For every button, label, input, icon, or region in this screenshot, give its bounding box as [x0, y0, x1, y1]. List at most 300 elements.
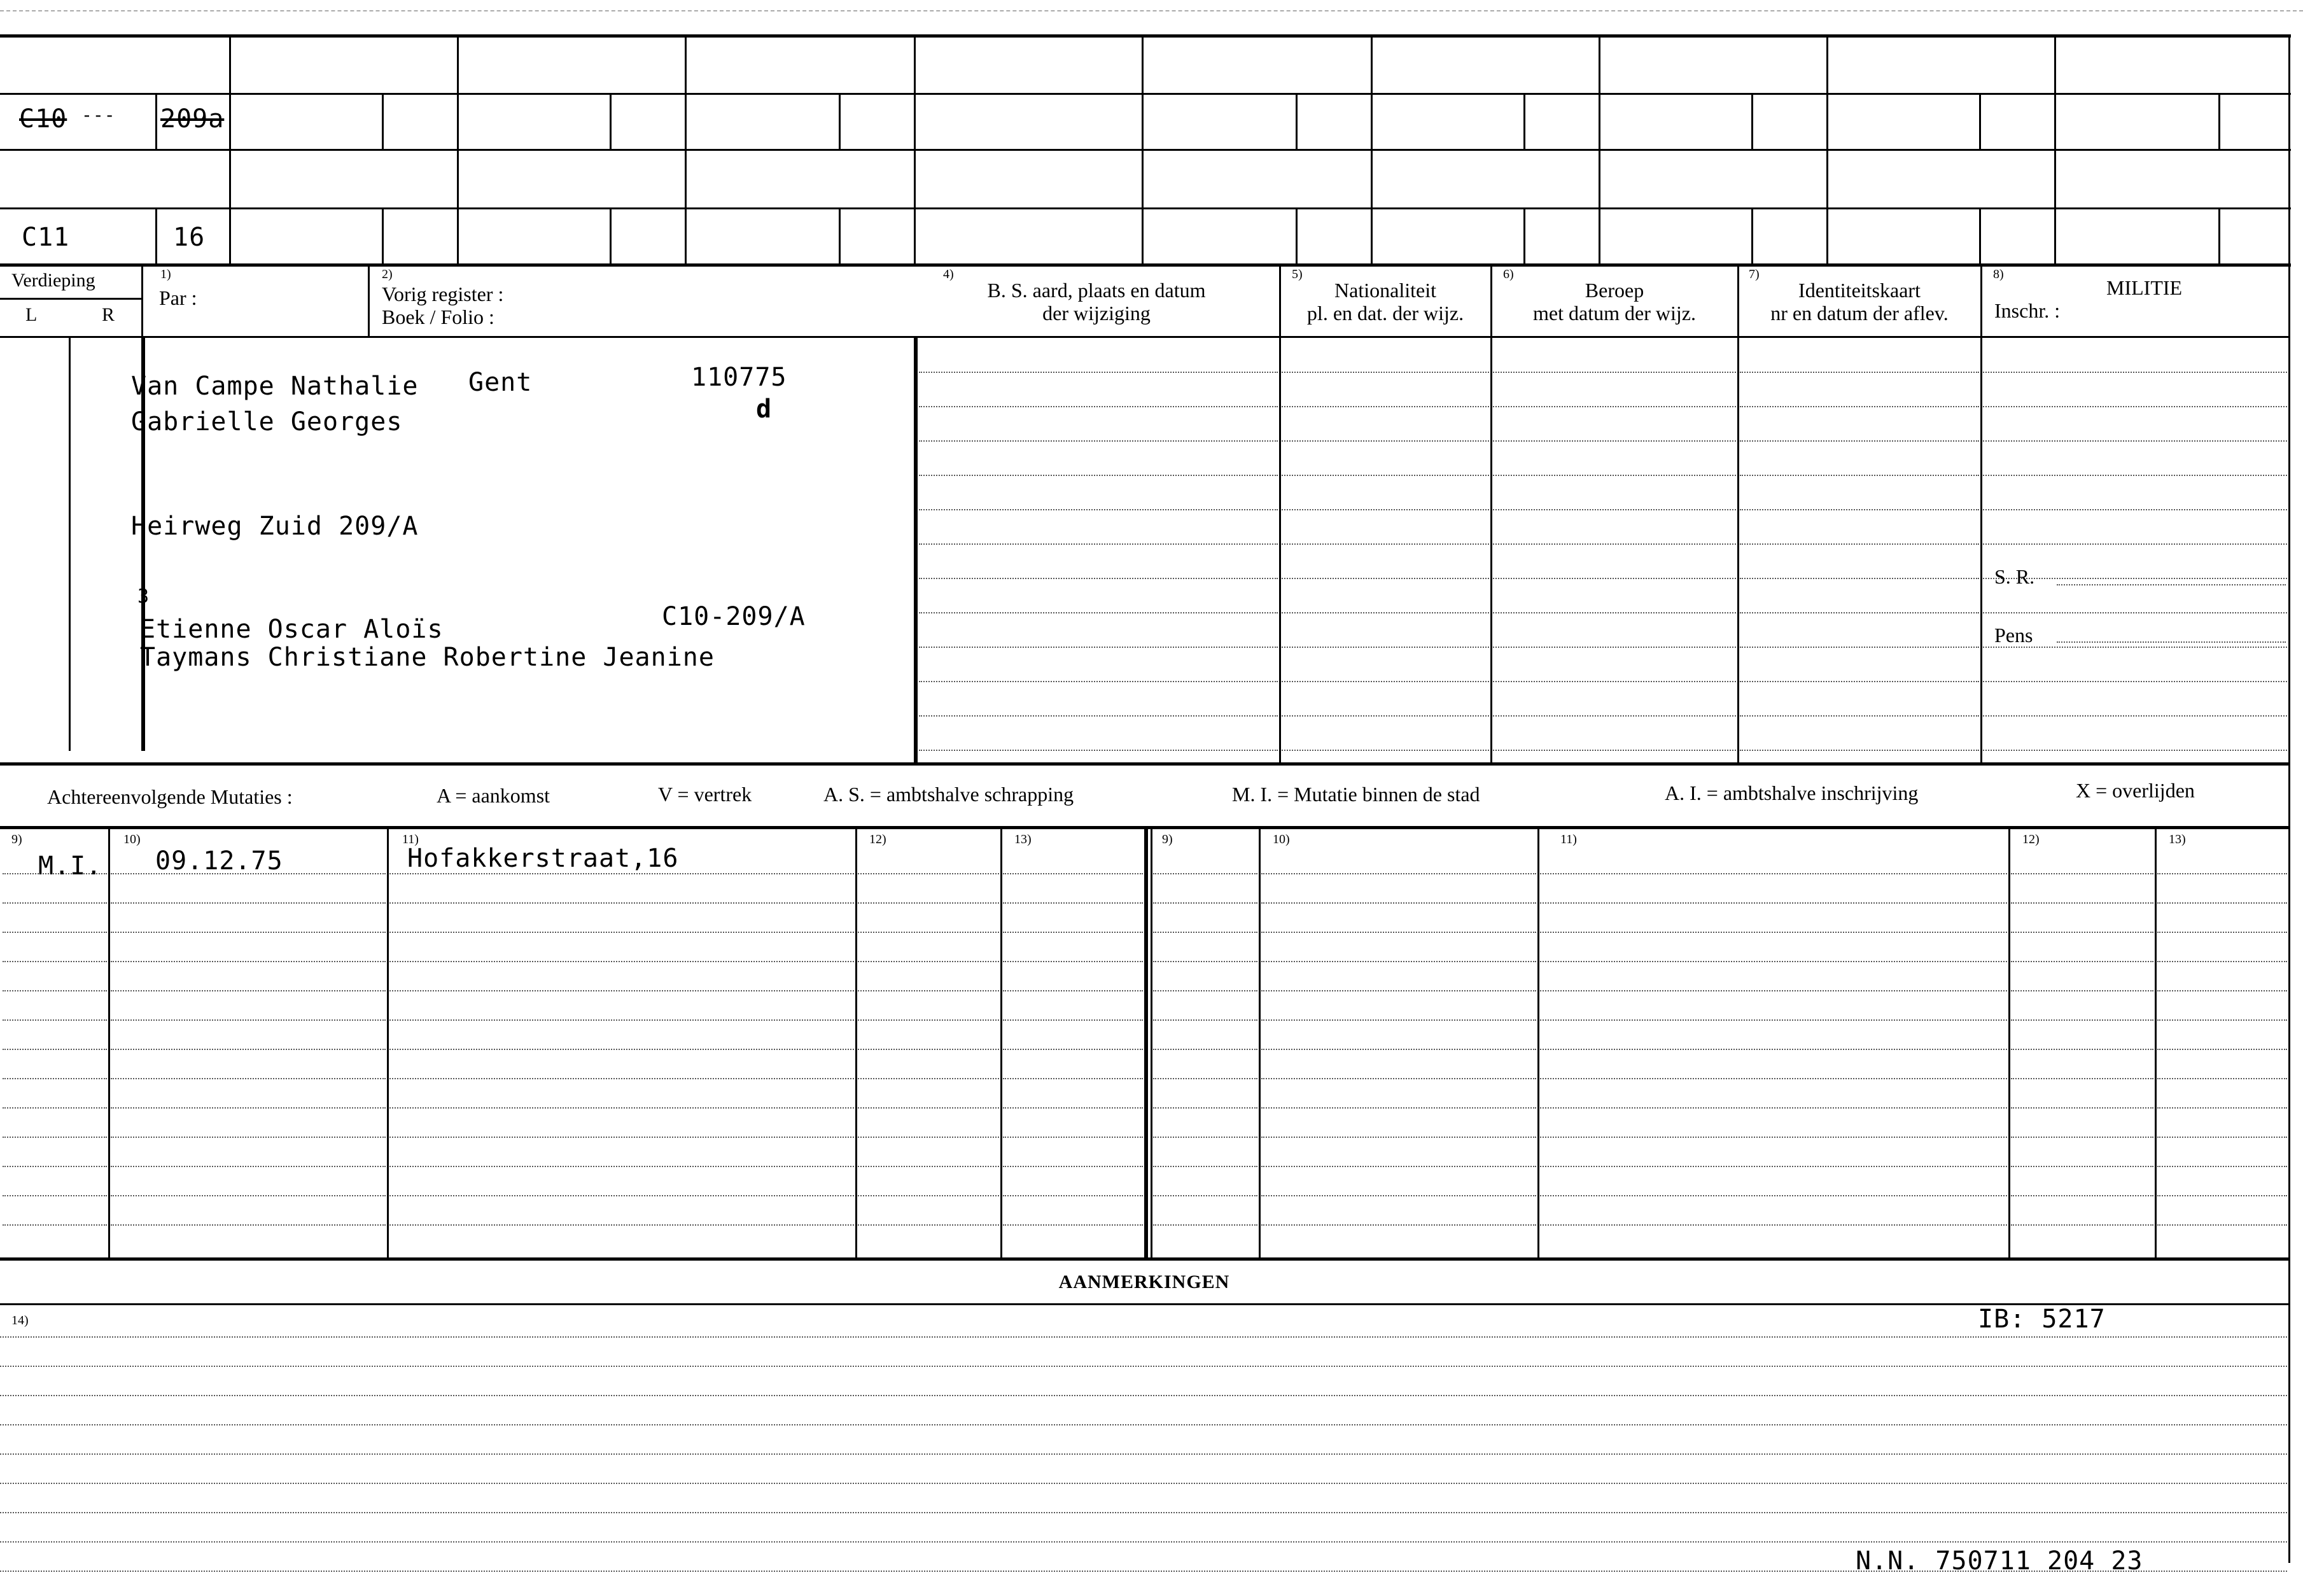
ruled-line: [2011, 1195, 2153, 1196]
ruled-line: [858, 1019, 999, 1021]
grid-subcol: [839, 94, 841, 149]
sr-field-line: [2057, 584, 2286, 585]
beroep-header-line2: met datum der wijz.: [1533, 302, 1696, 325]
ruled-line: [1261, 990, 1536, 991]
ruled-line: [1153, 1019, 1257, 1021]
ruled-line: [1740, 681, 1979, 682]
ruled-line: [1261, 1049, 1536, 1050]
ruled-line: [1740, 475, 1979, 476]
ruled-line: [111, 1224, 386, 1226]
grid-rule: [0, 93, 2291, 95]
ruled-line: [1493, 372, 1736, 373]
ruled-line: [1153, 1137, 1257, 1138]
ruled-line: [1540, 1137, 2007, 1138]
ruled-line: [3, 1166, 107, 1167]
ruled-line: [1493, 440, 1736, 442]
verdieping-label: Verdieping: [11, 270, 95, 291]
ruled-line: [919, 647, 1278, 648]
ruled-line: [2157, 1195, 2287, 1196]
col-l-label: L: [25, 304, 38, 325]
district: C11: [22, 223, 70, 252]
ruled-line: [919, 750, 1278, 751]
grid-col: [2054, 36, 2056, 265]
ruled-line: [1983, 509, 2287, 510]
mut-col: [1537, 827, 1539, 1257]
section-col: [914, 337, 918, 764]
ruled-line: [1740, 750, 1979, 751]
ruled-line: [1003, 902, 1143, 904]
ruled-line: [858, 961, 999, 962]
ruled-line: [1740, 647, 1979, 648]
mut-col: [1000, 827, 1002, 1257]
ruled-line: [3, 1107, 107, 1109]
ruled-line: [389, 1195, 854, 1196]
legend-as: A. S. = ambtshalve schrapping: [823, 783, 1074, 806]
ruled-line: [2011, 902, 2153, 904]
footnote-14: 14): [11, 1313, 29, 1327]
ruled-line: [858, 1107, 999, 1109]
footnote-5: 5): [1292, 267, 1303, 281]
grid-col: [1142, 36, 1144, 265]
ruled-line: [1983, 440, 2287, 442]
mother-name: Taymans Christiane Robertine Jeanine: [140, 643, 715, 672]
bs-header-line1: B. S. aard, plaats en datum: [987, 279, 1206, 302]
ruled-line: [1003, 1166, 1143, 1167]
ruled-line: [389, 1137, 854, 1138]
grid-subcol: [610, 94, 612, 149]
header-bottom-rule: [0, 336, 2288, 338]
ruled-line: [2157, 1049, 2287, 1050]
footnote-4: 4): [943, 267, 954, 281]
grid-rule: [0, 149, 2291, 151]
ruled-line: [1983, 475, 2287, 476]
ruled-line: [1261, 1078, 1536, 1079]
verdieping-rule: [0, 298, 141, 300]
ruled-line: [1003, 961, 1143, 962]
ruled-line: [919, 509, 1278, 510]
ruled-line: [1540, 990, 2007, 991]
ruled-line: [1983, 612, 2287, 613]
ruled-line: [3, 1049, 107, 1050]
mutation-type: M.I.: [38, 851, 102, 881]
old-district: C10: [19, 104, 67, 134]
ruled-line: [389, 1166, 854, 1167]
ruled-line: [1153, 1049, 1257, 1050]
ruled-line: [1540, 961, 2007, 962]
ruled-line: [1153, 1107, 1257, 1109]
mutation-date: 09.12.75: [155, 846, 283, 876]
ruled-line: [1003, 1137, 1143, 1138]
ruled-line: [1740, 543, 1979, 545]
ruled-line: [1003, 1049, 1143, 1050]
pens-field-line: [2057, 641, 2286, 643]
mut-col: [1259, 827, 1261, 1257]
grid-subcol: [2218, 209, 2220, 263]
ruled-line: [1740, 406, 1979, 407]
bs-header-line2: der wijziging: [1042, 302, 1151, 325]
ruled-line: [919, 372, 1278, 373]
mut-col-10-number: 10): [123, 832, 141, 846]
ruled-line: [2011, 1166, 2153, 1167]
header-col: [1980, 265, 1982, 337]
ruled-line: [2157, 1137, 2287, 1138]
father-name: Etienne Oscar Aloïs: [140, 615, 444, 644]
ruled-line: [111, 1107, 386, 1109]
ruled-line: [1493, 578, 1736, 579]
pens-label: Pens: [1994, 624, 2033, 647]
ruled-line: [1282, 475, 1489, 476]
ruled-line: [1003, 932, 1143, 933]
ruled-line: [1261, 873, 1536, 874]
remarks-title: AANMERKINGEN: [1058, 1271, 1230, 1292]
ruled-line: [111, 990, 386, 991]
ruled-line: [111, 1049, 386, 1050]
ruled-line: [1540, 932, 2007, 933]
ruled-line: [919, 406, 1278, 407]
nationaliteit-header-line2: pl. en dat. der wijz.: [1306, 302, 1464, 325]
ruled-line: [111, 1019, 386, 1021]
ruled-line: [1282, 647, 1489, 648]
ruled-line: [2011, 1078, 2153, 1079]
grid-col: [1599, 36, 1600, 265]
ruled-line: [1540, 902, 2007, 904]
ruled-line: [1153, 1224, 1257, 1226]
mut-col-10b-number: 10): [1273, 832, 1290, 846]
ruled-line: [3, 1078, 107, 1079]
beroep-header-line1: Beroep: [1585, 279, 1644, 302]
mut-col-11-number: 11): [402, 832, 419, 846]
mut-col: [387, 827, 389, 1257]
inschr-label: Inschr. :: [1994, 299, 2061, 322]
ruled-line: [1003, 873, 1143, 874]
footnote-2: 2): [382, 267, 393, 281]
mut-col-12-number: 12): [869, 832, 886, 846]
birth-date: 110775: [691, 363, 787, 392]
ruled-line: [111, 902, 386, 904]
person-address: Heirweg Zuid 209/A: [131, 512, 419, 541]
grid-subcol: [1979, 209, 1981, 263]
mut-col-9-number: 9): [11, 832, 22, 846]
grid-subcol: [1296, 209, 1298, 263]
ruled-line: [919, 475, 1278, 476]
old-house-number: 209a: [160, 104, 225, 134]
grid-rule: [0, 207, 2291, 209]
ruled-line: [1740, 509, 1979, 510]
ruled-line: [2157, 1078, 2287, 1079]
ruled-line: [1983, 543, 2287, 545]
ruled-line: [2157, 902, 2287, 904]
ruled-line: [1261, 1224, 1536, 1226]
ruled-line: [3, 1195, 107, 1196]
ruled-line: [3, 932, 107, 933]
legend-mi: M. I. = Mutatie binnen de stad: [1232, 783, 1480, 806]
strike-dashes: ---: [81, 104, 116, 125]
ruled-line: [1282, 681, 1489, 682]
ruled-line: [1153, 1195, 1257, 1196]
ruled-line: [1282, 372, 1489, 373]
ruled-line: [3, 1137, 107, 1138]
ruled-line: [1493, 406, 1736, 407]
ruled-line: [1003, 1019, 1143, 1021]
ruled-line: [2011, 1224, 2153, 1226]
ruled-line: [858, 1166, 999, 1167]
ruled-line: [111, 1195, 386, 1196]
grid-col: [229, 36, 231, 265]
grid-rule: [0, 263, 2291, 267]
reference-code: C10-209/A: [662, 602, 806, 631]
ruled-line: [1983, 372, 2287, 373]
ruled-line: [0, 1395, 2287, 1396]
ruled-line: [389, 873, 854, 874]
person-name-line1: Van Campe Nathalie: [131, 372, 419, 401]
ruled-line: [1153, 990, 1257, 991]
ruled-line: [111, 932, 386, 933]
ruled-line: [858, 1195, 999, 1196]
mut-col-11b-number: 11): [1560, 832, 1577, 846]
ruled-line: [1153, 932, 1257, 933]
sr-label: S. R.: [1994, 565, 2035, 588]
mut-col-13b-number: 13): [2169, 832, 2186, 846]
ruled-line: [2157, 961, 2287, 962]
ruled-line: [2157, 932, 2287, 933]
mut-col: [855, 827, 857, 1257]
mut-col: [108, 827, 110, 1257]
ruled-line: [389, 932, 854, 933]
ruled-line: [1983, 715, 2287, 717]
ruled-line: [1261, 1019, 1536, 1021]
section-col: [69, 337, 71, 751]
ruled-line: [3, 990, 107, 991]
ruled-line: [1493, 750, 1736, 751]
ruled-line: [1282, 406, 1489, 407]
ruled-line: [1983, 750, 2287, 751]
ruled-line: [1003, 1195, 1143, 1196]
nationaliteit-header-line1: Nationaliteit: [1334, 279, 1436, 302]
ruled-line: [1153, 961, 1257, 962]
ruled-line: [1282, 612, 1489, 613]
ruled-line: [2011, 990, 2153, 991]
ruled-line: [858, 902, 999, 904]
ruled-line: [1540, 1224, 2007, 1226]
ruled-line: [919, 440, 1278, 442]
ruled-line: [1261, 961, 1536, 962]
mutation-address: Hofakkerstraat,16: [407, 844, 679, 873]
ruled-line: [1493, 543, 1736, 545]
footnote-7: 7): [1749, 267, 1760, 281]
grid-subcol: [839, 209, 841, 263]
ruled-line: [919, 715, 1278, 717]
ruled-line: [1493, 647, 1736, 648]
mut-col-13-number: 13): [1014, 832, 1032, 846]
mut-col-9b-number: 9): [1162, 832, 1173, 846]
top-border: [0, 34, 2291, 38]
mut-col: [1151, 827, 1152, 1257]
ruled-line: [2011, 1137, 2153, 1138]
ruled-line: [858, 1078, 999, 1079]
ruled-line: [1493, 612, 1736, 613]
ruled-line: [1282, 440, 1489, 442]
ruled-line: [111, 1078, 386, 1079]
section-col: [1279, 337, 1281, 764]
ruled-line: [389, 1224, 854, 1226]
header-col: [141, 265, 143, 337]
legend-a: A = aankomst: [437, 784, 550, 807]
ruled-line: [389, 1078, 854, 1079]
section-bottom-rule: [0, 762, 2288, 766]
ruled-line: [3, 961, 107, 962]
ruled-line: [111, 1137, 386, 1138]
ruled-line: [858, 932, 999, 933]
ruled-line: [858, 1224, 999, 1226]
grid-subcol: [1296, 94, 1298, 149]
ruled-line: [2157, 1107, 2287, 1109]
ruled-line: [2011, 932, 2153, 933]
ruled-line: [919, 543, 1278, 545]
par-label: Par :: [159, 286, 197, 309]
section-col: [1490, 337, 1492, 764]
ruled-line: [389, 902, 854, 904]
ruled-line: [111, 1166, 386, 1167]
mut-col-12b-number: 12): [2022, 832, 2040, 846]
legend-ai: A. I. = ambtshalve inschrijving: [1665, 781, 1919, 804]
grid-subcol: [1751, 209, 1753, 263]
ruled-line: [1540, 873, 2007, 874]
ruled-line: [1740, 440, 1979, 442]
boek-folio-label: Boek / Folio :: [382, 305, 494, 328]
ruled-line: [1261, 1195, 1536, 1196]
footnote-8: 8): [1993, 267, 2004, 281]
ruled-line: [1540, 1019, 2007, 1021]
ruled-line: [858, 1137, 999, 1138]
remarks-rule: [0, 1303, 2288, 1305]
footnote-1: 1): [160, 267, 171, 281]
ruled-line: [2011, 961, 2153, 962]
ruled-line: [0, 1366, 2287, 1367]
ruled-line: [919, 578, 1278, 579]
ruled-line: [1540, 1049, 2007, 1050]
vorig-register-label: Vorig register :: [382, 283, 504, 305]
grid-subcol: [610, 209, 612, 263]
ruled-line: [389, 1049, 854, 1050]
ruled-line: [389, 990, 854, 991]
ruled-line: [1261, 1107, 1536, 1109]
grid-col: [914, 36, 916, 265]
ruled-line: [858, 873, 999, 874]
scan-edge: [0, 10, 2303, 11]
ruled-line: [1003, 1078, 1143, 1079]
mut-col: [2155, 827, 2157, 1257]
ruled-line: [1003, 1107, 1143, 1109]
ruled-line: [858, 1049, 999, 1050]
ruled-line: [1540, 1195, 2007, 1196]
ruled-line: [1493, 681, 1736, 682]
ruled-line: [1261, 1137, 1536, 1138]
grid-col: [1371, 36, 1373, 265]
ruled-line: [1540, 1107, 2007, 1109]
ruled-line: [0, 1541, 2287, 1543]
ruled-line: [3, 902, 107, 904]
legend-x: X = overlijden: [2076, 779, 2195, 802]
grid-subcol: [382, 209, 384, 263]
grid-col: [457, 36, 459, 265]
ruled-line: [1983, 681, 2287, 682]
identiteitskaart-header-line2: nr en datum der aflev.: [1770, 302, 1949, 325]
ruled-line: [2157, 1019, 2287, 1021]
grid-subcol: [1979, 94, 1981, 149]
mutations-bottom-rule: [0, 1257, 2288, 1261]
ruled-line: [1282, 750, 1489, 751]
ruled-line: [0, 1424, 2287, 1425]
legend-title: Achtereenvolgende Mutaties :: [47, 785, 293, 808]
ruled-line: [1153, 902, 1257, 904]
ruled-line: [2157, 1166, 2287, 1167]
legend-v: V = vertrek: [658, 783, 752, 806]
ruled-line: [1493, 715, 1736, 717]
ruled-line: [1261, 1166, 1536, 1167]
footnote-6: 6): [1503, 267, 1514, 281]
grid-col: [1826, 36, 1828, 265]
house-number: 16: [173, 223, 206, 252]
militie-header: MILITIE: [2106, 276, 2183, 299]
ruled-line: [919, 612, 1278, 613]
grid-subcol: [155, 94, 157, 149]
ruled-line: [1261, 932, 1536, 933]
ruled-line: [858, 990, 999, 991]
ib-number: IB: 5217: [1978, 1305, 2106, 1334]
section-col: [1737, 337, 1739, 764]
ruled-line: [1540, 1166, 2007, 1167]
ruled-line: [1261, 902, 1536, 904]
ruled-line: [1282, 715, 1489, 717]
ruled-line: [0, 1483, 2287, 1484]
ruled-line: [1282, 543, 1489, 545]
col-r-label: R: [102, 304, 115, 325]
ruled-line: [1493, 475, 1736, 476]
mut-col: [2008, 827, 2010, 1257]
grid-subcol: [1751, 94, 1753, 149]
mut-col: [1144, 827, 1148, 1257]
grid-subcol: [2218, 94, 2220, 149]
ruled-line: [0, 1453, 2287, 1455]
ruled-line: [2011, 1019, 2153, 1021]
ruled-line: [2157, 1224, 2287, 1226]
ruled-line: [1282, 578, 1489, 579]
birth-place: Gent: [468, 368, 533, 397]
grid-subcol: [1523, 94, 1525, 149]
ruled-line: [1493, 509, 1736, 510]
ruled-line: [389, 1019, 854, 1021]
ruled-line: [3, 1224, 107, 1226]
national-number: N.N. 750711 204 23: [1856, 1546, 2143, 1576]
person-name-line2: Gabrielle Georges: [131, 407, 403, 437]
ruled-line: [111, 961, 386, 962]
ruled-line: [1153, 1078, 1257, 1079]
header-col: [368, 265, 370, 337]
section-col: [1980, 337, 1982, 764]
ruled-line: [1740, 715, 1979, 717]
grid-subcol: [155, 209, 157, 263]
ruled-line: [1003, 1224, 1143, 1226]
ruled-line: [919, 681, 1278, 682]
grid-col: [685, 36, 687, 265]
identiteitskaart-header-line1: Identiteitskaart: [1798, 279, 1921, 302]
ruled-line: [2011, 873, 2153, 874]
ruled-line: [2011, 1049, 2153, 1050]
ruled-line: [389, 1107, 854, 1109]
sex-code: d: [756, 395, 773, 424]
right-border: [2288, 36, 2290, 1563]
ruled-line: [1282, 509, 1489, 510]
